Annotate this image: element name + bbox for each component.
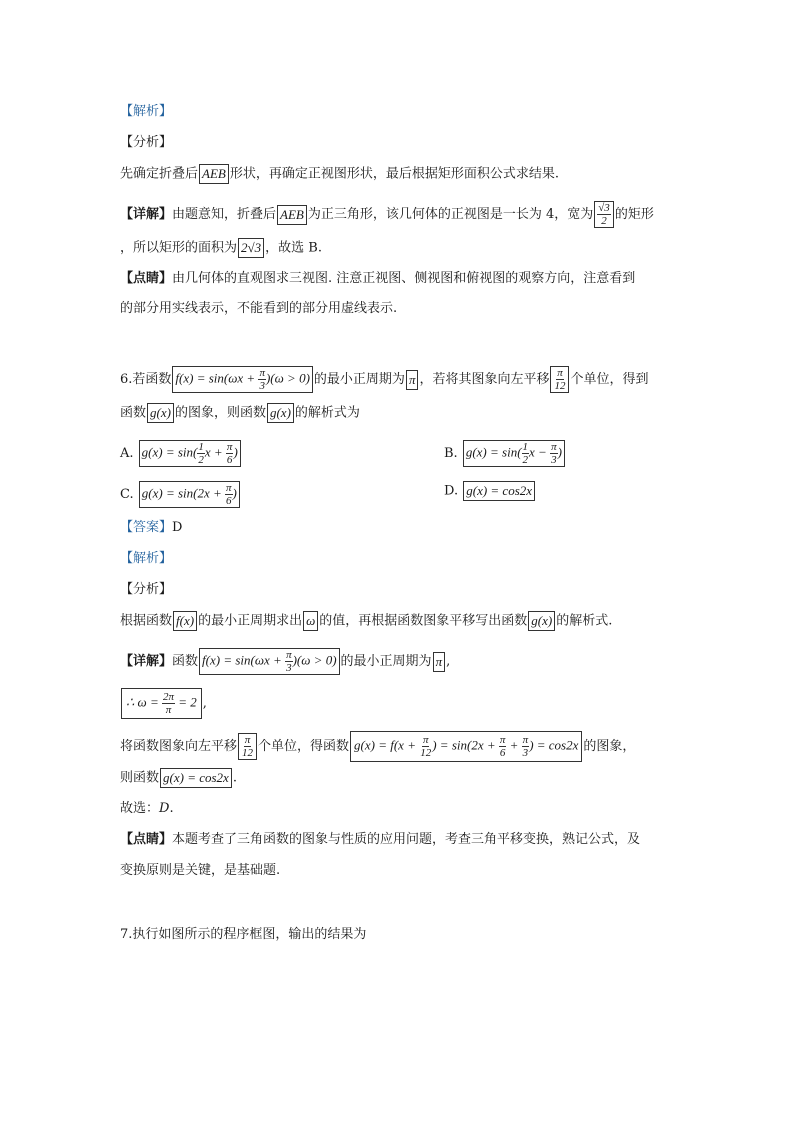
q5-jiexi-heading: 【解析】 bbox=[120, 104, 173, 119]
dianjing-tag: 【点睛】 bbox=[120, 271, 173, 286]
option-label: A. bbox=[120, 446, 134, 461]
fraction-box bbox=[550, 366, 569, 393]
text: 6.若函数 bbox=[120, 372, 172, 387]
frac-num: π bbox=[259, 367, 265, 379]
text: , bbox=[446, 654, 451, 669]
q5-area-line bbox=[120, 238, 322, 259]
math-box: ω bbox=[303, 611, 318, 631]
text: 由几何体的直观图求三视图. 注意正视图、侧视图和俯视图的观察方向，注意看到 bbox=[172, 271, 636, 286]
text: 个单位，得函数 bbox=[258, 739, 350, 754]
math-text: g(x) = f(x + bbox=[354, 737, 420, 753]
q5-dianjing-line1 bbox=[120, 269, 635, 289]
option-d[interactable] bbox=[444, 481, 536, 502]
math-box: π bbox=[406, 370, 419, 390]
math-text: )(ω > 0) bbox=[292, 652, 337, 668]
frac-num: π bbox=[286, 649, 292, 661]
xiangjie-tag: 【详解】 bbox=[120, 207, 173, 222]
math-text: x + bbox=[204, 444, 226, 460]
q5-xiangjie-line bbox=[120, 201, 654, 228]
math-text: ) bbox=[232, 485, 237, 501]
option-b[interactable] bbox=[444, 440, 566, 467]
frac-num: √3 bbox=[598, 202, 610, 214]
text: 本题考查了三角函数的图象与性质的应用问题，考查三角平移变换，熟记公式，及 bbox=[172, 832, 641, 847]
text: 根据函数 bbox=[120, 613, 173, 629]
frac-num: π bbox=[551, 441, 557, 453]
q6-stem-line2 bbox=[120, 403, 360, 424]
math-box: g(x) bbox=[528, 611, 555, 631]
text: 函数 bbox=[120, 405, 147, 421]
q6-guxuan-line bbox=[120, 799, 174, 819]
math-box: g(x) bbox=[267, 403, 294, 423]
frac-den: 3 bbox=[551, 454, 557, 466]
answer-letter: D bbox=[159, 801, 170, 816]
math-box bbox=[350, 731, 582, 762]
math-box: g(x) bbox=[147, 403, 174, 423]
frac-den: 6 bbox=[499, 747, 506, 759]
text: . bbox=[169, 801, 174, 816]
frac-num: π bbox=[522, 734, 529, 746]
text: 的图象， bbox=[583, 739, 636, 754]
frac-num: π bbox=[226, 482, 232, 494]
frac-num: π bbox=[557, 367, 563, 379]
math-box: π bbox=[433, 652, 446, 672]
answer-value: D bbox=[172, 520, 183, 535]
text: 为正三角形，该几何体的正视图是一长为 4，宽为 bbox=[307, 207, 594, 222]
text: 的值，再根据函数图象平移写出函数 bbox=[319, 613, 528, 629]
frac-num: 1 bbox=[198, 441, 204, 453]
q5-dianjing-line2: 的部分用实线表示，不能看到的部分用虚线表示. bbox=[120, 301, 398, 316]
text: 将函数图象向左平移 bbox=[120, 739, 238, 754]
q6-fenxi-heading: 【分析】 bbox=[120, 582, 173, 597]
fraction-box bbox=[594, 201, 614, 228]
math-box: g(x) = cos2x bbox=[160, 768, 232, 788]
option-c[interactable] bbox=[120, 481, 241, 508]
math-text: g(x) = sin( bbox=[141, 444, 198, 460]
q6-stem-line1 bbox=[120, 366, 648, 393]
xiangjie-tag: 【详解】 bbox=[120, 654, 173, 669]
math-text: g(x) = sin(2x + bbox=[141, 485, 226, 501]
text: 故选： bbox=[120, 801, 160, 816]
math-text: + bbox=[506, 737, 522, 753]
q6-dianjing-line1 bbox=[120, 830, 640, 850]
q6-shift-line bbox=[120, 731, 635, 762]
option-a[interactable] bbox=[120, 440, 242, 467]
math-box bbox=[139, 481, 240, 508]
math-text: ) bbox=[557, 444, 562, 460]
math-box: AEB bbox=[199, 164, 229, 184]
frac-num: π bbox=[422, 734, 429, 746]
math-text: f(x) = sin(ωx + bbox=[202, 652, 286, 668]
math-text: ∴ ω = bbox=[126, 694, 162, 710]
frac-num: 1 bbox=[522, 441, 529, 453]
q6-therefore-line bbox=[120, 688, 207, 719]
text: ，所以矩形的面积为 bbox=[120, 240, 238, 256]
frac-num: π bbox=[226, 441, 233, 453]
frac-den: π bbox=[165, 704, 172, 716]
q7-stem: 7.执行如图所示的程序框图，输出的结果为 bbox=[120, 927, 367, 942]
math-text: ) = cos2x bbox=[529, 737, 579, 753]
math-text: g(x) = sin( bbox=[465, 444, 522, 460]
math-box: AEB bbox=[277, 205, 307, 225]
math-box: g(x) = cos2x bbox=[463, 481, 535, 501]
text: . bbox=[232, 770, 237, 786]
frac-den: 6 bbox=[226, 454, 233, 466]
math-text: ) bbox=[233, 444, 238, 460]
text: 个单位，得到 bbox=[570, 372, 649, 387]
frac-den: 6 bbox=[226, 495, 232, 507]
dianjing-tag: 【点睛】 bbox=[120, 832, 173, 847]
text: 的最小正周期为 bbox=[313, 372, 405, 387]
frac-den: 12 bbox=[554, 380, 566, 392]
frac-den: 3 bbox=[259, 380, 265, 392]
text: 的最小正周期为 bbox=[340, 654, 432, 669]
text: ，故选 B. bbox=[265, 240, 322, 256]
frac-den: 12 bbox=[242, 747, 254, 759]
math-box: f(x) bbox=[173, 611, 197, 631]
math-box bbox=[121, 688, 202, 719]
q6-dianjing-line2: 变换原则是关键，是基础题. bbox=[120, 863, 281, 878]
math-box: 2√3 bbox=[238, 238, 264, 258]
text: 则函数 bbox=[120, 770, 160, 786]
text: 的矩形 bbox=[614, 207, 654, 222]
q6-fenxi-line bbox=[120, 611, 612, 632]
math-box bbox=[199, 648, 340, 675]
q5-fenxi-heading: 【分析】 bbox=[120, 135, 173, 150]
text: 由题意知，折叠后 bbox=[172, 207, 277, 222]
q6-final-line bbox=[120, 768, 237, 789]
text: 函数 bbox=[172, 654, 199, 669]
option-label: B. bbox=[444, 446, 458, 461]
frac-den: 12 bbox=[420, 747, 432, 759]
q6-answer-line bbox=[120, 518, 182, 538]
math-text: f(x) = sin(ωx + bbox=[175, 370, 259, 386]
frac-den: 2 bbox=[522, 454, 529, 466]
option-label: D. bbox=[444, 483, 459, 499]
frac-den: 2 bbox=[198, 454, 204, 466]
text: ，若将其图象向左平移 bbox=[419, 372, 550, 387]
frac-den: 3 bbox=[286, 662, 292, 674]
math-box bbox=[463, 440, 565, 467]
q6-xiangjie-line bbox=[120, 648, 450, 675]
frac-num: π bbox=[244, 734, 251, 746]
text: 的最小正周期求出 bbox=[198, 613, 303, 629]
text: 的解析式为 bbox=[294, 405, 360, 421]
math-text: )(ω > 0) bbox=[265, 370, 310, 386]
option-label: C. bbox=[120, 487, 134, 502]
math-box bbox=[139, 440, 241, 467]
frac-num: π bbox=[499, 734, 506, 746]
fraction-box bbox=[238, 733, 257, 760]
text: 的解析式. bbox=[556, 613, 613, 629]
frac-den: 2 bbox=[601, 215, 607, 227]
frac-den: 3 bbox=[522, 747, 529, 759]
answer-tag: 【答案】 bbox=[120, 520, 173, 535]
q5-fenxi-line bbox=[120, 164, 559, 185]
text: 的图象，则函数 bbox=[174, 405, 266, 421]
math-text: = 2 bbox=[175, 694, 197, 710]
math-box bbox=[172, 366, 313, 393]
math-text: x − bbox=[529, 444, 551, 460]
text: 先确定折叠后 bbox=[120, 166, 199, 182]
frac-num: 2π bbox=[162, 691, 174, 703]
text: 形状，再确定正视图形状，最后根据矩形面积公式求结果. bbox=[229, 166, 559, 182]
q6-jiexi-heading: 【解析】 bbox=[120, 551, 173, 566]
math-text: ) = sin(2x + bbox=[432, 737, 499, 753]
text: , bbox=[202, 696, 207, 711]
